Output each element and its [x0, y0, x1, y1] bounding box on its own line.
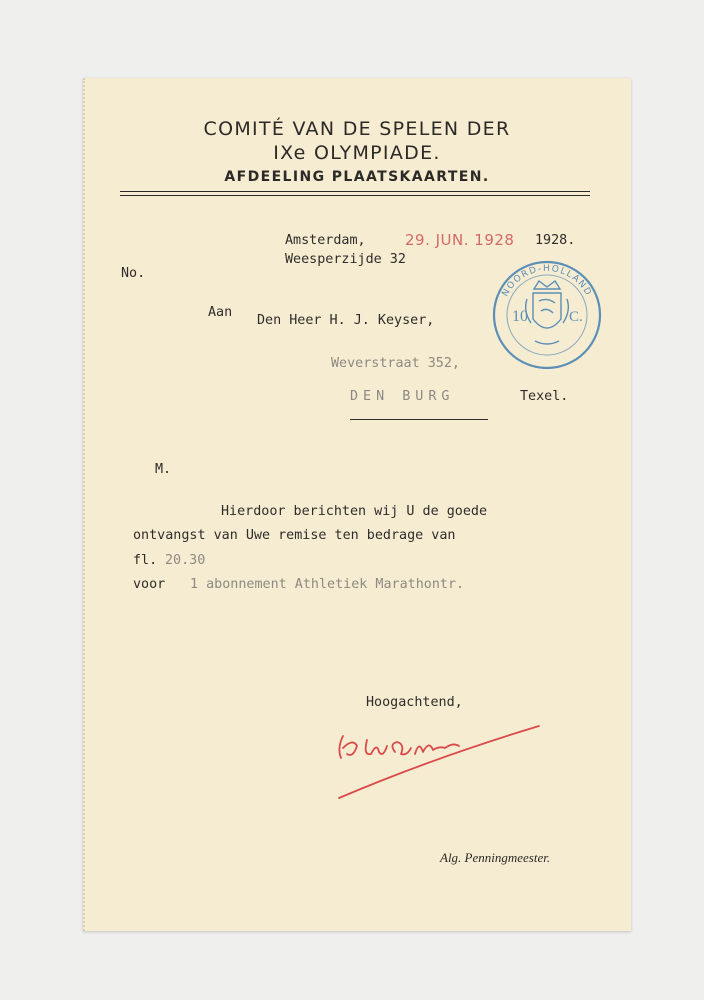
- revenue-stamp: [489, 259, 605, 369]
- recipient-name: Den Heer H. J. Keyser,: [257, 313, 435, 328]
- recipient-street: Weverstraat 352,: [331, 356, 460, 371]
- signer-title: Alg. Penningmeester.: [440, 850, 551, 865]
- body-line-2: ontvangst van Uwe remise ten bedrage van: [133, 528, 456, 543]
- reference-number-label: No.: [121, 266, 146, 281]
- handwritten-signature: [323, 718, 543, 818]
- letterhead-rule-top: [120, 191, 590, 192]
- amount-prefix: fl.: [133, 553, 158, 568]
- city: Amsterdam,: [285, 233, 366, 248]
- recipient-island: Texel.: [520, 389, 569, 404]
- amount-value: 20.30: [165, 553, 206, 568]
- recipient-aan: Aan: [208, 305, 233, 320]
- closing-greeting: Hoogachtend,: [366, 695, 463, 710]
- letterhead-line-2: IXe OLYMPIADE.: [273, 142, 441, 164]
- body-line-1: Hierdoor berichten wij U de goede: [221, 504, 488, 519]
- recipient-town: DEN BURG: [350, 389, 455, 404]
- perforated-edge: [83, 78, 88, 931]
- date-stamp: 29. JUN. 1928: [405, 231, 515, 249]
- stamp-region: NOORD-HOLLAND: [500, 263, 594, 299]
- letterhead-line-1: COMITÉ VAN DE SPELEN DER: [203, 118, 511, 140]
- salutation: M.: [155, 462, 172, 477]
- address-underline: [350, 419, 488, 420]
- letterhead-line-3: AFDEELING PLAATSKAARTEN.: [224, 169, 490, 185]
- stamp-unit: C.: [569, 309, 583, 325]
- body-line-4-prefix: voor: [133, 577, 166, 592]
- street-address: Weesperzijde 32: [285, 252, 406, 267]
- coat-of-arms-icon: [526, 281, 569, 344]
- body-line-4-detail: 1 abonnement Athletiek Marathontr.: [190, 577, 465, 592]
- stamp-value: 10: [512, 308, 528, 325]
- year: 1928.: [535, 233, 576, 248]
- letter-sheet: [83, 78, 631, 931]
- letterhead-rule-bottom: [120, 195, 590, 196]
